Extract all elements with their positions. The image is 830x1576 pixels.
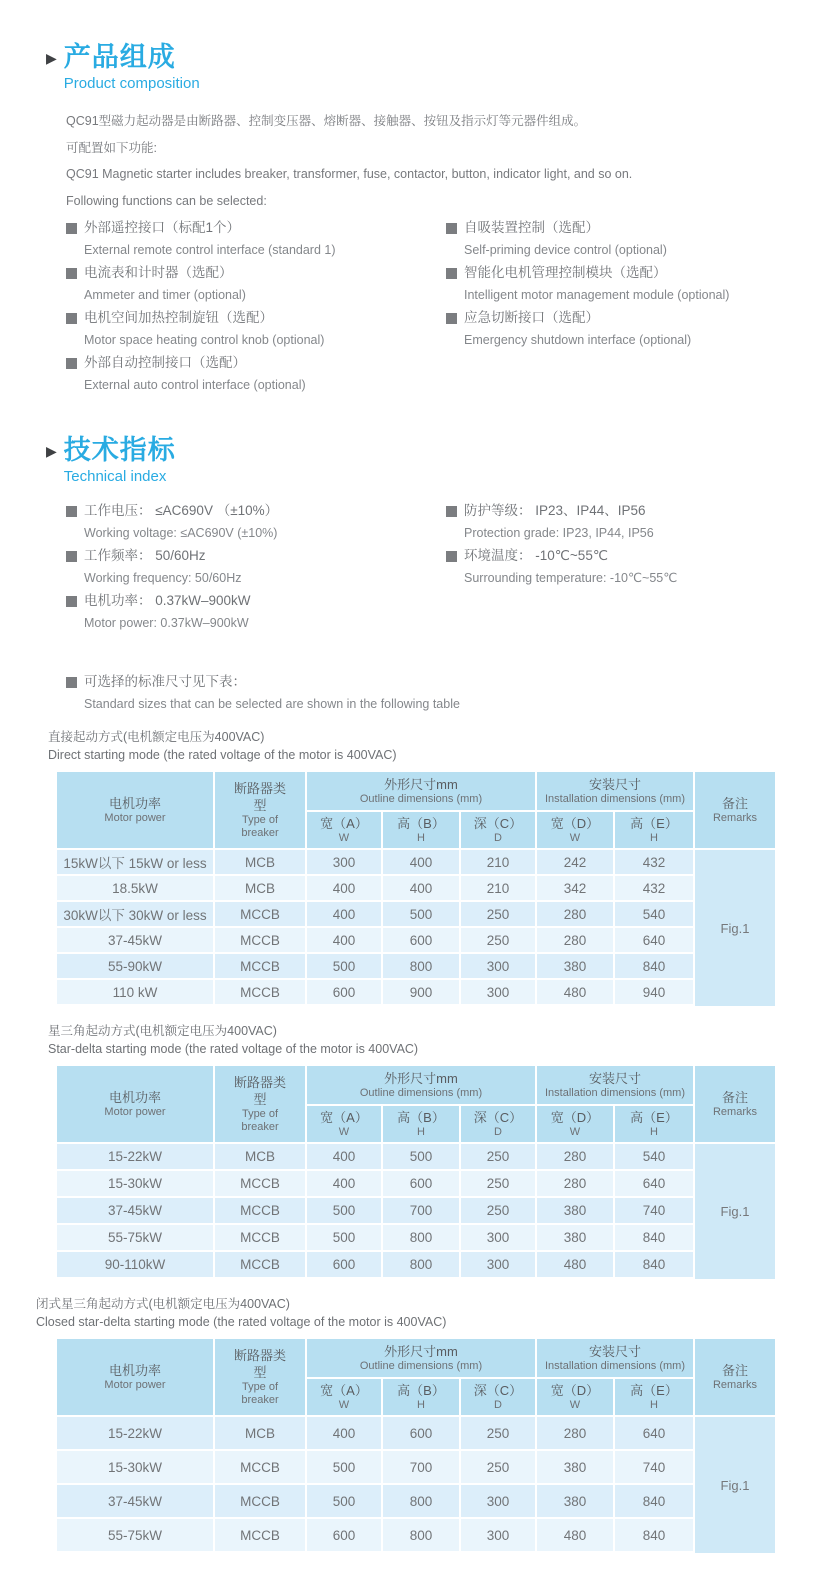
cell-height-e: 840: [615, 1225, 695, 1250]
table-row: [57, 876, 695, 902]
cell-motor-power: 15-22kW: [57, 1417, 215, 1449]
cell-height-e: 740: [615, 1198, 695, 1223]
feature-list-left: [66, 219, 446, 399]
cell-motor-power: 55-90kW: [57, 954, 215, 978]
table-title-zh: 闭式星三角起动方式(电机额定电压为400VAC): [36, 1297, 290, 1311]
cell-breaker-type: MCCB: [215, 1252, 307, 1277]
col-header-width-d: 宽（D） W: [537, 1379, 615, 1415]
cell-width-a: 400: [307, 876, 383, 900]
standard-size-note: [66, 673, 790, 712]
cell-height-b: 400: [383, 850, 461, 874]
cell-motor-power: 110 kW: [57, 980, 215, 1004]
col-header-width-d: 宽（D） W: [537, 812, 615, 848]
cell-breaker-type: MCCB: [215, 1171, 307, 1196]
header-label-en: Installation dimensions (mm): [545, 793, 685, 805]
cell-depth-c: 250: [461, 1198, 537, 1223]
cell-motor-power: 30kW以下 30kW or less: [57, 902, 215, 926]
cell-height-e: 640: [615, 1417, 695, 1449]
spec-item: [446, 547, 790, 586]
section-title-zh: 产品组成: [63, 42, 176, 72]
cell-width-d: 380: [537, 1198, 615, 1223]
header-label-en: Remarks: [712, 812, 757, 824]
table-rows: [57, 1144, 695, 1279]
cell-motor-power: 15-22kW: [57, 1144, 215, 1169]
col-header-breaker-type: 断路器类型 Type of breaker: [215, 1066, 307, 1142]
cell-depth-c: 250: [461, 1417, 537, 1449]
cell-motor-power: 55-75kW: [57, 1225, 215, 1250]
table-row: [57, 928, 695, 954]
cell-depth-c: 300: [461, 1485, 537, 1517]
cell-motor-power: 37-45kW: [57, 1485, 215, 1517]
spec-label-zh: 电机功率： 0.37kW–900kW: [84, 593, 251, 608]
cell-width-d: 480: [537, 1519, 615, 1551]
cell-width-a: 300: [307, 850, 383, 874]
cell-breaker-type: MCCB: [215, 980, 307, 1004]
feature-item: [66, 264, 446, 303]
cell-depth-c: 300: [461, 954, 537, 978]
feature-label-en: Emergency shutdown interface (optional): [464, 333, 692, 347]
cell-width-a: 600: [307, 1519, 383, 1551]
cell-width-d: 380: [537, 1225, 615, 1250]
feature-label-en: Motor space heating control knob (optional): [84, 333, 325, 347]
cell-height-e: 640: [615, 1171, 695, 1196]
cell-depth-c: 210: [461, 876, 537, 900]
spec-label-en: Working voltage: ≤AC690V (±10%): [84, 526, 278, 540]
cell-breaker-type: MCB: [215, 1417, 307, 1449]
square-bullet-icon: [446, 506, 457, 517]
cell-width-a: 500: [307, 1451, 383, 1483]
cell-height-e: 540: [615, 1144, 695, 1169]
col-group-outline-dimensions: [307, 772, 537, 848]
cell-width-a: 500: [307, 1198, 383, 1223]
cell-depth-c: 250: [461, 1171, 537, 1196]
cell-height-e: 432: [615, 850, 695, 874]
cell-motor-power: 15kW以下 15kW or less: [57, 850, 215, 874]
cell-height-e: 840: [615, 954, 695, 978]
header-label-zh: 备注: [721, 796, 748, 811]
col-header-motor-power: [57, 772, 215, 848]
table-row: [57, 1225, 695, 1252]
intro-paragraphs: [66, 113, 790, 209]
dimension-table-star-delta: [57, 1066, 775, 1279]
cell-motor-power: 15-30kW: [57, 1171, 215, 1196]
cell-width-a: 500: [307, 1225, 383, 1250]
section-arrow-icon: ▶: [46, 443, 57, 459]
cell-width-d: 380: [537, 1485, 615, 1517]
cell-width-d: 280: [537, 928, 615, 952]
cell-height-b: 800: [383, 1225, 461, 1250]
spec-item: [66, 547, 446, 586]
col-header-width-a: 宽（A） W: [307, 812, 383, 848]
cell-height-b: 700: [383, 1451, 461, 1483]
paragraph: 可配置如下功能:: [66, 140, 157, 155]
cell-width-a: 400: [307, 902, 383, 926]
cell-breaker-type: MCB: [215, 1144, 307, 1169]
cell-depth-c: 250: [461, 1144, 537, 1169]
cell-height-e: 740: [615, 1451, 695, 1483]
cell-width-a: 600: [307, 980, 383, 1004]
col-header-breaker-type: 断路器类型 Type of breaker: [215, 1339, 307, 1415]
cell-height-b: 600: [383, 1171, 461, 1196]
col-header-breaker-type: [215, 772, 307, 848]
square-bullet-icon: [66, 268, 77, 279]
col-group-installation-dimensions: [537, 772, 695, 848]
square-bullet-icon: [66, 506, 77, 517]
table-title-en: Star-delta starting mode (the rated voltage of the motor is 400VAC): [48, 1042, 419, 1056]
square-bullet-icon: [66, 313, 77, 324]
cell-breaker-type: MCCB: [215, 902, 307, 926]
note-zh: 可选择的标准尺寸见下表：: [84, 674, 246, 689]
spec-label-zh: 工作频率： 50/60Hz: [84, 548, 206, 563]
cell-height-e: 432: [615, 876, 695, 900]
spec-label-en: Motor power: 0.37kW–900kW: [84, 616, 249, 630]
col-header-height-e: 高（E） H: [615, 812, 695, 848]
cell-height-b: 600: [383, 1417, 461, 1449]
col-header-height-b: 高（B） H: [383, 1379, 461, 1415]
cell-width-a: 400: [307, 1171, 383, 1196]
col-header-motor-power: 电机功率 Motor power: [57, 1066, 215, 1142]
cell-breaker-type: MCCB: [215, 1198, 307, 1223]
header-label-zh: 外形尺寸mm: [384, 777, 458, 792]
square-bullet-icon: [446, 268, 457, 279]
table-rows: [57, 850, 695, 1006]
col-header-height-e: 高（E） H: [615, 1106, 695, 1142]
feature-label-zh: 电机空间加热控制旋钮（选配）: [84, 310, 273, 325]
cell-height-e: 940: [615, 980, 695, 1004]
table-row: [57, 1451, 695, 1485]
table-header: [57, 1066, 775, 1142]
header-label-zh: 电机功率: [108, 796, 161, 811]
spec-label-en: Working frequency: 50/60Hz: [84, 571, 242, 585]
feature-item: [66, 354, 446, 393]
section-header-technical-index: [46, 435, 830, 486]
col-group-installation-dimensions: 安装尺寸 Installation dimensions (mm) 宽（D） W 高（E） H: [537, 1339, 695, 1415]
spec-item: [66, 502, 446, 541]
cell-width-a: 600: [307, 1252, 383, 1277]
square-bullet-icon: [66, 677, 77, 688]
cell-height-e: 540: [615, 902, 695, 926]
square-bullet-icon: [446, 313, 457, 324]
table-title-zh: 星三角起动方式(电机额定电压为400VAC): [48, 1024, 277, 1038]
header-label-zh: 安装尺寸: [588, 777, 641, 792]
table-row: [57, 954, 695, 980]
header-label-en: Motor power: [104, 812, 166, 824]
feature-label-en: External auto control interface (optional): [84, 378, 306, 392]
col-header-width-a: 宽（A） W: [307, 1106, 383, 1142]
table-row: [57, 850, 695, 876]
cell-breaker-type: MCB: [215, 850, 307, 874]
table-row: [57, 1519, 695, 1553]
cell-height-b: 800: [383, 954, 461, 978]
table-row: [57, 980, 695, 1006]
cell-width-d: 280: [537, 902, 615, 926]
cell-height-b: 600: [383, 928, 461, 952]
table-header: [57, 772, 775, 848]
table-title-star-delta: [48, 1022, 830, 1058]
cell-depth-c: 300: [461, 1225, 537, 1250]
cell-width-d: 280: [537, 1144, 615, 1169]
cell-motor-power: 37-45kW: [57, 928, 215, 952]
col-group-installation-dimensions: 安装尺寸 Installation dimensions (mm) 宽（D） W 高（E） H: [537, 1066, 695, 1142]
col-header-remarks: [695, 772, 775, 848]
square-bullet-icon: [66, 358, 77, 369]
feature-label-zh: 电流表和计时器（选配）: [84, 265, 233, 280]
cell-depth-c: 250: [461, 902, 537, 926]
spec-item: [66, 592, 446, 631]
cell-width-a: 500: [307, 1485, 383, 1517]
cell-height-b: 500: [383, 902, 461, 926]
col-header-remarks: 备注 Remarks: [695, 1339, 775, 1415]
section-title-zh: 技术指标: [63, 435, 176, 465]
dimension-table-direct-start: [57, 772, 775, 1006]
section-arrow-icon: ▶: [46, 50, 57, 66]
cell-width-d: 280: [537, 1417, 615, 1449]
cell-height-e: 840: [615, 1519, 695, 1551]
paragraph: QC91型磁力起动器是由断路器、控制变压器、熔断器、接触器、按钮及指示灯等元器件组成。: [66, 114, 587, 128]
feature-label-zh: 外部遥控接口（标配1个）: [84, 220, 241, 235]
col-header-height-b: 高（B） H: [383, 812, 461, 848]
feature-label-zh: 应急切断接口（选配）: [464, 310, 599, 325]
cell-depth-c: 300: [461, 980, 537, 1004]
remark-cell: Fig.1: [695, 1417, 775, 1553]
cell-height-b: 800: [383, 1252, 461, 1277]
square-bullet-icon: [66, 223, 77, 234]
feature-list-right: [446, 219, 790, 399]
cell-height-e: 640: [615, 928, 695, 952]
cell-width-d: 242: [537, 850, 615, 874]
table-row: [57, 1485, 695, 1519]
spec-label-en: Surrounding temperature: -10℃~55℃: [464, 571, 678, 585]
paragraph: Following functions can be selected:: [66, 193, 267, 208]
col-header-depth-c: 深（C） D: [461, 1379, 537, 1415]
cell-depth-c: 210: [461, 850, 537, 874]
cell-breaker-type: MCB: [215, 876, 307, 900]
header-label-en: Type of breaker: [241, 814, 279, 839]
cell-width-d: 342: [537, 876, 615, 900]
cell-breaker-type: MCCB: [215, 1485, 307, 1517]
col-group-outline-dimensions: 外形尺寸mm Outline dimensions (mm) 宽（A） W 高（B） H 深（C） D: [307, 1339, 537, 1415]
cell-breaker-type: MCCB: [215, 928, 307, 952]
cell-height-e: 840: [615, 1252, 695, 1277]
section-header-product-composition: [46, 42, 830, 93]
table-rows: [57, 1417, 695, 1553]
section-title-en: Product composition: [63, 75, 200, 92]
square-bullet-icon: [446, 223, 457, 234]
spec-columns: [66, 502, 790, 637]
col-header-height-b: 高（B） H: [383, 1106, 461, 1142]
feature-label-zh: 自吸装置控制（选配）: [464, 220, 599, 235]
cell-breaker-type: MCCB: [215, 1225, 307, 1250]
note-en: Standard sizes that can be selected are shown in the following table: [84, 697, 460, 711]
paragraph: QC91 Magnetic starter includes breaker, transformer, fuse, contactor, button, indicator light, and so on.: [66, 167, 633, 181]
cell-width-a: 400: [307, 1417, 383, 1449]
cell-width-a: 500: [307, 954, 383, 978]
cell-motor-power: 37-45kW: [57, 1198, 215, 1223]
dimension-table-closed-star-delta: [57, 1339, 775, 1553]
feature-item: [446, 264, 790, 303]
cell-breaker-type: MCCB: [215, 1519, 307, 1551]
spec-label-zh: 防护等级： IP23、IP44、IP56: [464, 503, 646, 518]
feature-columns: [66, 219, 790, 399]
feature-label-en: External remote control interface (standard 1): [84, 243, 336, 257]
feature-label-en: Ammeter and timer (optional): [84, 288, 246, 302]
feature-item: [66, 219, 446, 258]
header-label-en: Outline dimensions (mm): [359, 793, 483, 805]
square-bullet-icon: [66, 551, 77, 562]
col-header-depth-c: 深（C） D: [461, 812, 537, 848]
remark-cell: Fig.1: [695, 850, 775, 1006]
cell-height-b: 500: [383, 1144, 461, 1169]
table-row: [57, 1144, 695, 1171]
cell-breaker-type: MCCB: [215, 1451, 307, 1483]
table-row: [57, 1417, 695, 1451]
cell-motor-power: 55-75kW: [57, 1519, 215, 1551]
table-row: [57, 1171, 695, 1198]
cell-width-d: 480: [537, 980, 615, 1004]
col-header-width-d: 宽（D） W: [537, 1106, 615, 1142]
cell-height-e: 840: [615, 1485, 695, 1517]
table-row: [57, 902, 695, 928]
spec-label-zh: 工作电压： ≤AC690V （±10%）: [84, 503, 279, 518]
feature-label-zh: 外部自动控制接口（选配）: [84, 355, 246, 370]
table-row: [57, 1252, 695, 1279]
feature-item: [446, 309, 790, 348]
cell-width-d: 380: [537, 954, 615, 978]
square-bullet-icon: [446, 551, 457, 562]
spec-list-left: [66, 502, 446, 637]
col-header-motor-power: 电机功率 Motor power: [57, 1339, 215, 1415]
col-group-outline-dimensions: 外形尺寸mm Outline dimensions (mm) 宽（A） W 高（B） H 深（C） D: [307, 1066, 537, 1142]
col-header-height-e: 高（E） H: [615, 1379, 695, 1415]
remark-cell: Fig.1: [695, 1144, 775, 1279]
cell-breaker-type: MCCB: [215, 954, 307, 978]
cell-depth-c: 300: [461, 1252, 537, 1277]
cell-depth-c: 250: [461, 1451, 537, 1483]
table-title-en: Direct starting mode (the rated voltage of the motor is 400VAC): [48, 748, 397, 762]
cell-height-b: 400: [383, 876, 461, 900]
header-label-zh: 断路器类型: [233, 781, 286, 813]
cell-width-a: 400: [307, 1144, 383, 1169]
table-title-zh: 直接起动方式(电机额定电压为400VAC): [48, 730, 265, 744]
spec-list-right: [446, 502, 790, 637]
col-header-remarks: 备注 Remarks: [695, 1066, 775, 1142]
square-bullet-icon: [66, 596, 77, 607]
cell-motor-power: 90-110kW: [57, 1252, 215, 1277]
table-title-direct-start: [48, 728, 830, 764]
cell-width-d: 480: [537, 1252, 615, 1277]
spec-item: [446, 502, 790, 541]
col-header-width-a: 宽（A） W: [307, 1379, 383, 1415]
cell-motor-power: 18.5kW: [57, 876, 215, 900]
spec-label-zh: 环境温度： -10℃~55℃: [464, 548, 608, 563]
cell-height-b: 800: [383, 1485, 461, 1517]
col-header-depth-c: 深（C） D: [461, 1106, 537, 1142]
feature-item: [66, 309, 446, 348]
cell-width-a: 400: [307, 928, 383, 952]
cell-height-b: 700: [383, 1198, 461, 1223]
cell-depth-c: 300: [461, 1519, 537, 1551]
feature-label-en: Intelligent motor management module (optional): [464, 288, 730, 302]
cell-width-d: 280: [537, 1171, 615, 1196]
cell-height-b: 800: [383, 1519, 461, 1551]
feature-item: [446, 219, 790, 258]
feature-label-zh: 智能化电机管理控制模块（选配）: [464, 265, 667, 280]
table-title-closed-star-delta: [36, 1295, 830, 1331]
table-header: [57, 1339, 775, 1415]
cell-height-b: 900: [383, 980, 461, 1004]
section-title-en: Technical index: [63, 468, 167, 485]
cell-width-d: 380: [537, 1451, 615, 1483]
table-row: [57, 1198, 695, 1225]
feature-label-en: Self-priming device control (optional): [464, 243, 667, 257]
cell-depth-c: 250: [461, 928, 537, 952]
spec-label-en: Protection grade: IP23, IP44, IP56: [464, 526, 654, 540]
table-title-en: Closed star-delta starting mode (the rated voltage of the motor is 400VAC): [36, 1315, 447, 1329]
cell-motor-power: 15-30kW: [57, 1451, 215, 1483]
